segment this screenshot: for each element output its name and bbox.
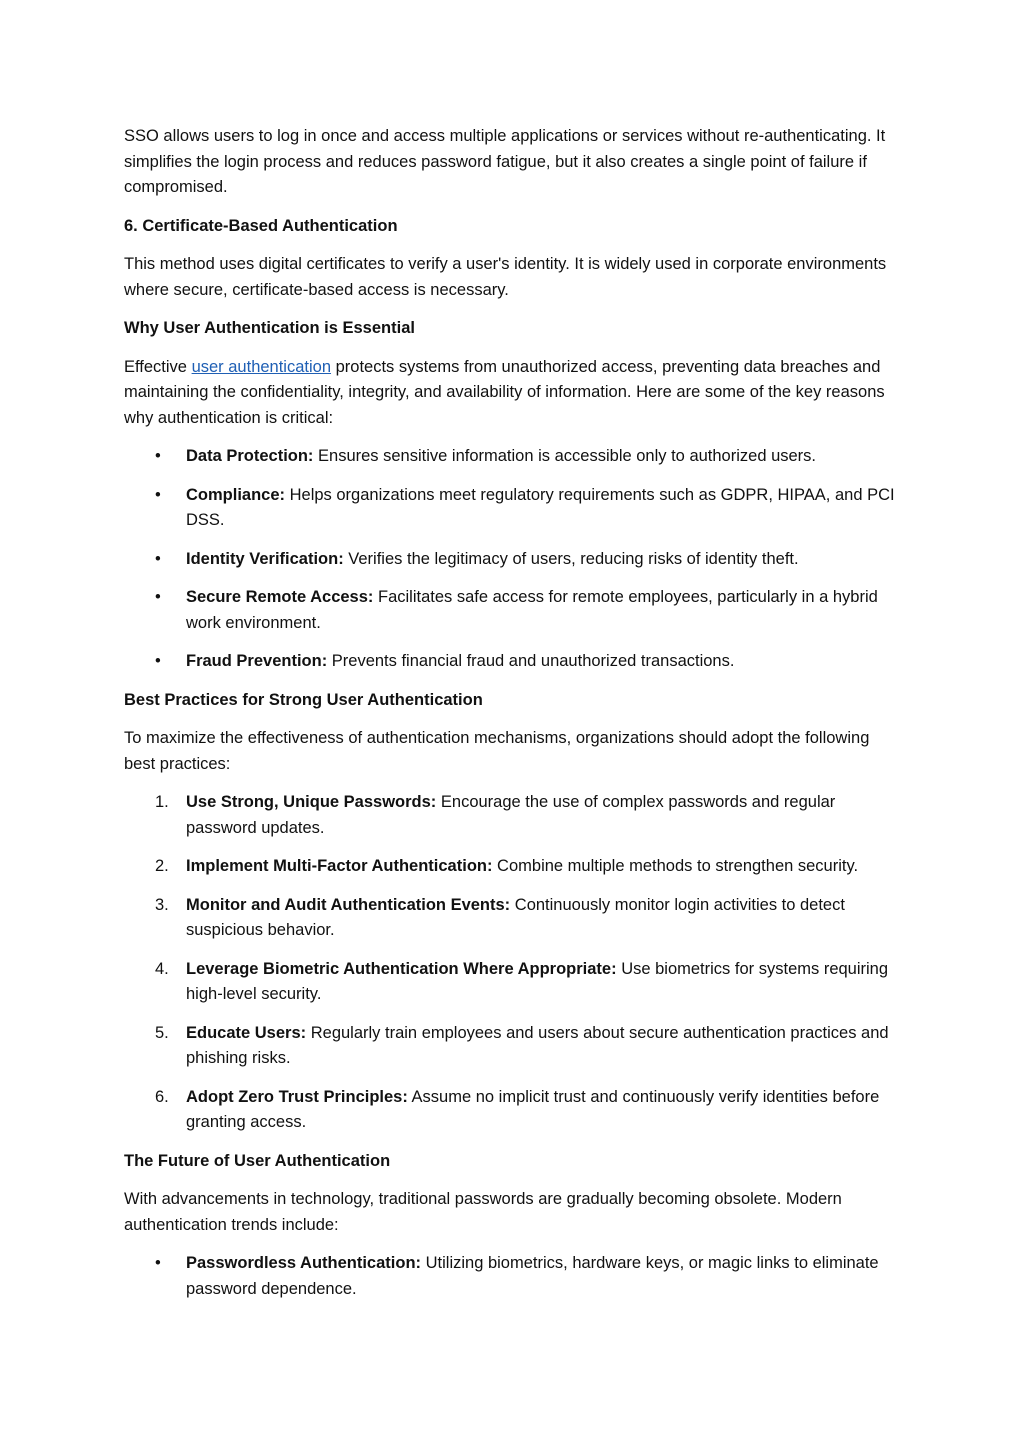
list-item-term: Leverage Biometric Authentication Where Appropriate: — [186, 959, 617, 978]
future-bullet-list — [124, 1251, 904, 1302]
list-item-text: Regularly train employees and users about secure authentication practices and phishing risks. — [186, 1023, 889, 1067]
list-item-term: Use Strong, Unique Passwords: — [186, 793, 437, 811]
list-item-text: Helps organizations meet regulatory requirements such as GDPR, HIPAA, and PCI DSS. — [186, 485, 895, 529]
list-number: 4. — [155, 959, 169, 978]
list-number: 6. — [155, 1087, 169, 1106]
certificate-heading: 6. Certificate-Based Authentication — [124, 216, 398, 235]
future-heading: The Future of User Authentication — [124, 1151, 391, 1170]
why-bullet-list — [124, 444, 904, 675]
list-item-text: Continuously monitor login activities to detect suspicious behavior. — [186, 895, 845, 939]
list-item — [124, 1251, 904, 1302]
list-item — [124, 1085, 904, 1136]
document-page — [124, 124, 904, 1315]
bullet-icon: • — [155, 447, 161, 465]
best-practices-heading: Best Practices for Strong User Authentication — [124, 690, 483, 709]
bullet-icon: • — [155, 485, 161, 504]
bullet-icon: • — [155, 652, 161, 670]
sso-paragraph: SSO allows users to log in once and access multiple applications or services without re-authenticating. It simplifies the login process and reduces password fatigue, but it also creates a single point of failure if compromised. — [124, 127, 886, 196]
list-item-text: Prevents financial fraud and unauthorized transactions. — [327, 652, 735, 670]
list-number: 2. — [155, 857, 169, 875]
list-item — [124, 444, 904, 470]
list-item-text: Use biometrics for systems requiring high-level security. — [186, 959, 889, 1003]
list-item-term: Monitor and Audit Authentication Events: — [186, 895, 511, 914]
user-authentication-link[interactable]: user authentication — [191, 357, 332, 376]
list-item-term: Passwordless Authentication: — [186, 1254, 422, 1272]
list-item — [124, 649, 904, 675]
list-item — [124, 547, 904, 573]
list-item — [124, 585, 904, 636]
list-item — [124, 1021, 904, 1072]
future-paragraph: With advancements in technology, traditional passwords are gradually becoming obsolete. Modern authentication trends include: — [124, 1190, 842, 1234]
list-number: 1. — [155, 793, 169, 811]
why-heading: Why User Authentication is Essential — [124, 319, 415, 337]
list-item-term: Secure Remote Access: — [186, 588, 374, 606]
list-item-term: Compliance: — [186, 485, 286, 504]
list-item-text: Verifies the legitimacy of users, reducing risks of identity theft. — [343, 549, 799, 568]
list-item-term: Educate Users: — [186, 1023, 307, 1042]
list-item-term: Fraud Prevention: — [186, 652, 328, 670]
list-item-term: Identity Verification: — [186, 549, 344, 568]
bullet-icon: • — [155, 1254, 161, 1272]
certificate-paragraph: This method uses digital certificates to verify a user's identity. It is widely used in corporate environments where secure, certificate-based access is necessary. — [124, 255, 887, 299]
list-item — [124, 957, 904, 1008]
list-item — [124, 483, 904, 534]
list-item — [124, 893, 904, 944]
list-number: 3. — [155, 895, 169, 914]
why-paragraph-prefix: Effective — [124, 357, 192, 376]
why-paragraph-suffix: protects systems from unauthorized access, preventing data breaches and maintaining the confidentiality, integrity, and availability of information. Here are some of the key reasons why authentication is critical: — [124, 357, 885, 427]
bullet-icon: • — [155, 588, 161, 606]
best-practices-intro: To maximize the effectiveness of authentication mechanisms, organizations should adopt the following best practices: — [124, 729, 870, 773]
list-item-text: Ensures sensitive information is accessible only to authorized users. — [313, 447, 817, 465]
list-item-term: Adopt Zero Trust Principles: — [186, 1087, 408, 1106]
bullet-icon: • — [155, 549, 161, 568]
list-item-term: Data Protection: — [186, 447, 314, 465]
list-item-text: Utilizing biometrics, hardware keys, or magic links to eliminate password dependence. — [186, 1254, 879, 1298]
why-paragraph — [124, 355, 904, 432]
list-item — [124, 854, 904, 880]
list-number: 5. — [155, 1023, 169, 1042]
list-item-text: Assume no implicit trust and continuously verify identities before granting access. — [186, 1087, 880, 1131]
best-practices-list — [124, 790, 904, 1136]
list-item — [124, 790, 904, 841]
list-item-text: Facilitates safe access for remote employees, particularly in a hybrid work environment. — [186, 588, 878, 632]
list-item-text: Combine multiple methods to strengthen security. — [492, 857, 859, 875]
list-item-term: Implement Multi-Factor Authentication: — [186, 857, 493, 875]
list-item-text: Encourage the use of complex passwords and regular password updates. — [186, 793, 836, 837]
